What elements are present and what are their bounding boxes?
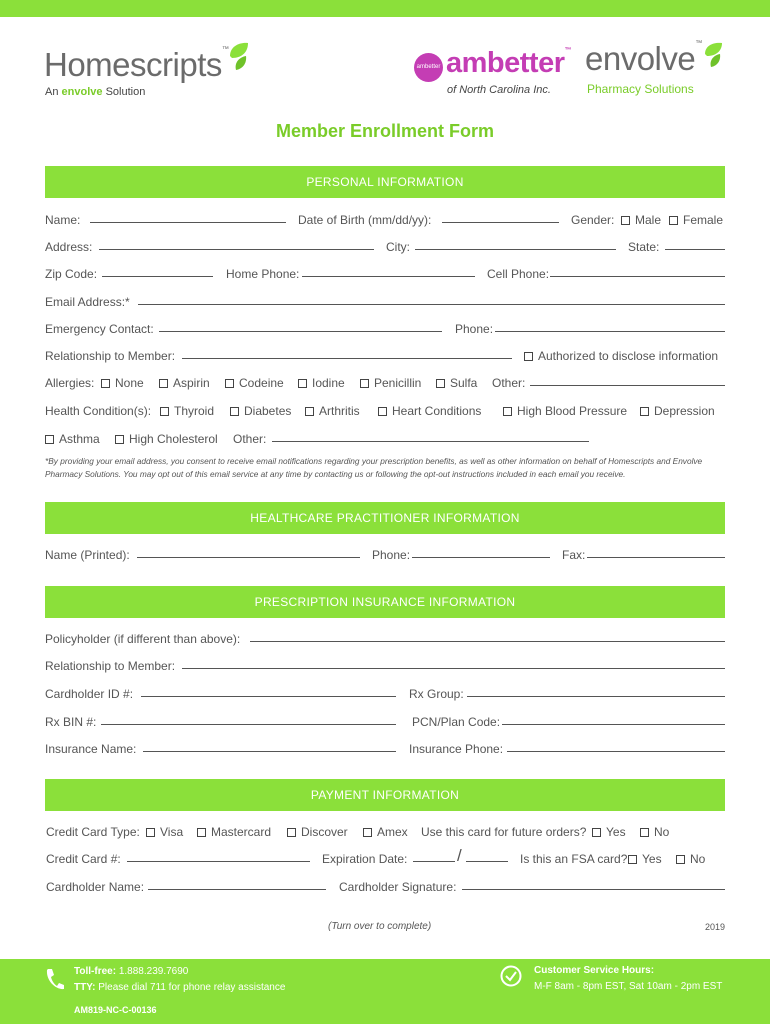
footer [0, 959, 770, 1024]
relationship-field[interactable] [182, 358, 512, 359]
checkbox[interactable] [101, 379, 110, 388]
practitioner-fax-field[interactable] [587, 557, 725, 558]
form-title: Member Enrollment Form [275, 121, 495, 141]
checkbox[interactable] [305, 407, 314, 416]
checkbox[interactable] [115, 435, 124, 444]
allergy-option[interactable]: None [101, 376, 144, 390]
tty-label: TTY: [74, 982, 96, 993]
practitioner-phone-label: Phone: [372, 548, 411, 562]
health-option[interactable]: Arthritis [305, 404, 360, 418]
checkbox[interactable] [298, 379, 307, 388]
fsa-label: Is this an FSA card? [520, 852, 628, 866]
checkbox[interactable] [287, 828, 296, 837]
insurance-info-band: PRESCRIPTION INSURANCE INFORMATION [45, 586, 725, 618]
dob-label: Date of Birth (mm/dd/yy): [298, 213, 432, 227]
ins-relationship-label: Relationship to Member: [45, 659, 176, 673]
pcn-field[interactable] [502, 724, 725, 725]
tollfree-label: Toll-free: [74, 966, 117, 977]
expiration-year-field[interactable] [466, 861, 508, 862]
health-option[interactable]: Diabetes [230, 404, 291, 418]
practitioner-name-field[interactable] [137, 557, 360, 558]
future-no-option[interactable]: No [640, 825, 669, 839]
homescripts-logo: Homescripts™ [44, 46, 229, 83]
checkbox[interactable] [160, 407, 169, 416]
cardholder-id-label: Cardholder ID #: [45, 687, 134, 701]
hours-text: M-F 8am - 8pm EST, Sat 10am - 2pm EST [534, 981, 723, 992]
email-consent-note: *By providing your email address, you consent to receive email notifications regarding your prescription benefits, as well as other information on behalf of Homescripts and Envolve Pharmacy Solutions. You may opt out of this email service at any time by contacting us or following the opt-out instructions included in each email you receive. [45, 456, 703, 479]
practitioner-phone-field[interactable] [412, 557, 550, 558]
homescripts-tagline: An envolve Solution [45, 86, 146, 98]
practitioner-info-band: HEALTHCARE PRACTITIONER INFORMATION [45, 502, 725, 534]
fsa-yes-option[interactable]: Yes [628, 852, 662, 866]
card-number-label: Credit Card #: [46, 852, 121, 866]
personal-info-band: PERSONAL INFORMATION [45, 166, 725, 198]
home-phone-label: Home Phone: [226, 267, 300, 281]
ambetter-badge: ambetter [414, 53, 443, 82]
zip-label: Zip Code: [45, 267, 98, 281]
pcn-label: PCN/Plan Code: [412, 715, 501, 729]
checkbox[interactable] [640, 407, 649, 416]
city-field[interactable] [415, 249, 616, 250]
allergies-label: Allergies: [45, 376, 95, 390]
name-field[interactable] [90, 222, 286, 223]
expiration-slash: / [457, 846, 462, 865]
allergy-option[interactable]: Codeine [225, 376, 284, 390]
health-option[interactable]: Thyroid [160, 404, 214, 418]
practitioner-fax-label: Fax: [562, 548, 586, 562]
email-label: Email Address:* [45, 295, 130, 309]
card-type-option[interactable]: Amex [363, 825, 408, 839]
health-option[interactable]: Heart Conditions [378, 404, 481, 418]
payment-info-band: PAYMENT INFORMATION [45, 779, 725, 811]
checkbox[interactable] [628, 855, 637, 864]
signature-field[interactable] [462, 889, 725, 890]
checkbox[interactable] [676, 855, 685, 864]
gender-label: Gender: [571, 213, 615, 227]
gender-male-option[interactable]: Male [621, 213, 661, 227]
state-field[interactable] [665, 249, 725, 250]
checkbox[interactable] [230, 407, 239, 416]
checkbox[interactable] [146, 828, 155, 837]
emergency-phone-label: Phone: [455, 322, 494, 336]
insurance-phone-field[interactable] [507, 751, 725, 752]
envolve-subtitle: Pharmacy Solutions [587, 82, 694, 96]
health-conditions-label: Health Condition(s): [45, 404, 152, 418]
top-accent-bar [0, 0, 770, 17]
checkbox[interactable] [592, 828, 601, 837]
cardholder-id-field[interactable] [141, 696, 396, 697]
checkbox[interactable] [436, 379, 445, 388]
emergency-contact-label: Emergency Contact: [45, 322, 154, 336]
card-number-field[interactable] [127, 861, 310, 862]
checkbox[interactable] [360, 379, 369, 388]
city-label: City: [386, 240, 410, 254]
health-other-field[interactable] [272, 441, 589, 442]
checkbox[interactable] [621, 216, 630, 225]
future-yes-option[interactable]: Yes [592, 825, 626, 839]
emergency-phone-field[interactable] [495, 331, 725, 332]
cardholder-name-field[interactable] [148, 889, 326, 890]
leaf-icon [226, 40, 252, 74]
insurance-name-field[interactable] [143, 751, 396, 752]
rx-group-label: Rx Group: [409, 687, 464, 701]
checkbox[interactable] [363, 828, 372, 837]
address-label: Address: [45, 240, 93, 254]
tty-text: Please dial 711 for phone relay assistance [98, 982, 286, 993]
gender-female-option[interactable]: Female [669, 213, 723, 227]
allergy-option[interactable]: Aspirin [159, 376, 210, 390]
health-option[interactable]: Asthma [45, 432, 100, 446]
card-type-option[interactable]: Mastercard [197, 825, 271, 839]
card-type-option[interactable]: Discover [287, 825, 348, 839]
allergy-other-label: Other: [492, 376, 526, 390]
checkbox[interactable] [197, 828, 206, 837]
cell-phone-field[interactable] [550, 276, 725, 277]
fsa-no-option[interactable]: No [676, 852, 705, 866]
insurance-phone-label: Insurance Phone: [409, 742, 504, 756]
name-label: Name: [45, 213, 81, 227]
health-option[interactable]: High Cholesterol [115, 432, 218, 446]
authorized-option[interactable]: Authorized to disclose information [524, 349, 718, 363]
tollfree-number[interactable]: 1.888.239.7690 [118, 966, 189, 977]
health-other-label: Other: [233, 432, 267, 446]
allergy-option[interactable]: Sulfa [436, 376, 477, 390]
ambetter-region: of North Carolina Inc. [447, 84, 551, 96]
checkbox[interactable] [524, 352, 533, 361]
rx-bin-field[interactable] [101, 724, 396, 725]
checkbox[interactable] [640, 828, 649, 837]
allergy-other-field[interactable] [530, 385, 725, 386]
state-label: State: [628, 240, 660, 254]
card-type-option[interactable]: Visa [146, 825, 183, 839]
cell-phone-label: Cell Phone: [487, 267, 550, 281]
envolve-logo: envolve™ [585, 40, 702, 77]
dob-field[interactable] [442, 222, 559, 223]
email-field[interactable] [138, 304, 725, 305]
rx-group-field[interactable] [467, 696, 725, 697]
expiration-label: Expiration Date: [322, 852, 408, 866]
allergy-option[interactable]: Iodine [298, 376, 345, 390]
insurance-name-label: Insurance Name: [45, 742, 137, 756]
practitioner-name-label: Name (Printed): [45, 548, 130, 562]
leaf-icon [702, 40, 726, 70]
checkbox[interactable] [45, 435, 54, 444]
clock-icon [499, 964, 523, 988]
health-option[interactable]: High Blood Pressure [503, 404, 627, 418]
checkbox[interactable] [378, 407, 387, 416]
expiration-month-field[interactable] [413, 861, 455, 862]
relationship-label: Relationship to Member: [45, 349, 176, 363]
phone-icon [44, 967, 64, 991]
home-phone-field[interactable] [302, 276, 475, 277]
policyholder-label: Policyholder (if different than above): [45, 632, 241, 646]
checkbox[interactable] [503, 407, 512, 416]
policyholder-field[interactable] [250, 641, 725, 642]
ins-relationship-field[interactable] [182, 668, 725, 669]
hours-label: Customer Service Hours: [534, 965, 655, 976]
form-code: AM819-NC-C-00136 [74, 1005, 157, 1015]
allergy-option[interactable]: Penicillin [360, 376, 421, 390]
emergency-contact-field[interactable] [159, 331, 442, 332]
rx-bin-label: Rx BIN #: [45, 715, 97, 729]
card-type-label: Credit Card Type: [46, 825, 140, 839]
address-field[interactable] [99, 249, 374, 250]
cardholder-name-label: Cardholder Name: [46, 880, 145, 894]
turn-over-note: (Turn over to complete) [328, 921, 432, 932]
signature-label: Cardholder Signature: [339, 880, 457, 894]
checkbox[interactable] [669, 216, 678, 225]
checkbox[interactable] [225, 379, 234, 388]
form-year: 2019 [705, 922, 726, 932]
future-orders-label: Use this card for future orders? [421, 825, 587, 839]
checkbox[interactable] [159, 379, 168, 388]
health-option[interactable]: Depression [640, 404, 715, 418]
zip-field[interactable] [102, 276, 213, 277]
ambetter-logo: ambetter™ [446, 47, 571, 79]
